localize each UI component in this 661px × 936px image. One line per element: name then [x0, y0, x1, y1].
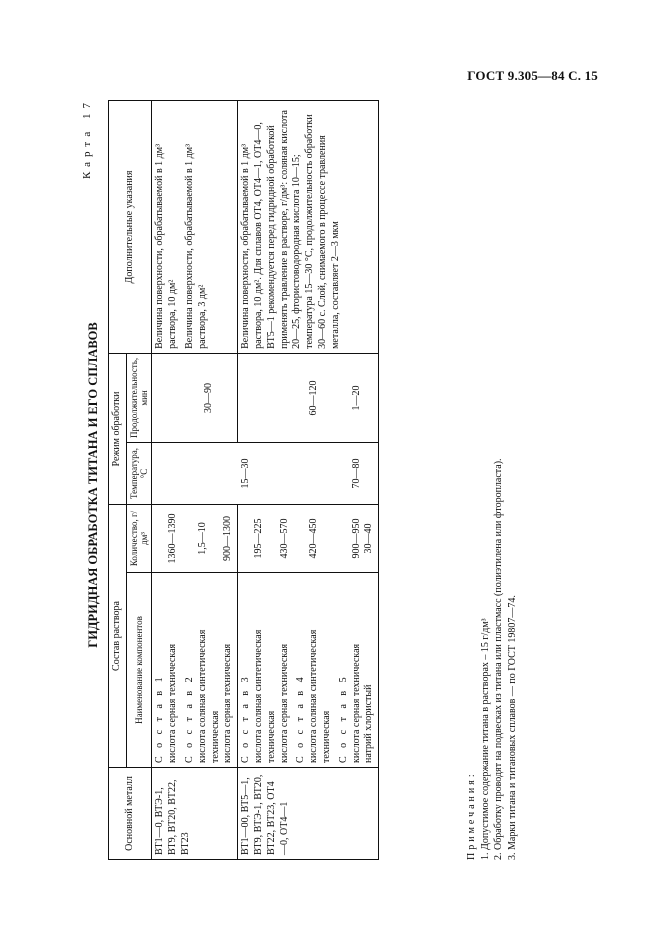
- notes-cell: Величина поверхности, обрабатываемой в 1 дм³ раствора, 10 дм²: [152, 101, 182, 354]
- duration-cell: 30—90: [182, 353, 238, 442]
- quantity-value: 1,5—10: [196, 522, 208, 555]
- quantity-cell: [152, 505, 182, 573]
- col-temperature: Температура, °С: [126, 443, 152, 505]
- duration-cell: 60—120: [293, 353, 335, 442]
- quantity-value: 900—1300: [222, 516, 234, 561]
- composition-name: С о с т а в 2: [184, 674, 196, 763]
- page-header: ГОСТ 9.305—84 С. 15: [467, 68, 598, 83]
- quantity-cell: [336, 505, 379, 573]
- duration-cell: [152, 353, 182, 442]
- quantity-cell: [238, 505, 294, 573]
- quantity-cell: [293, 505, 335, 573]
- component-name: кислота серная техническая: [222, 643, 234, 763]
- col-notes: Дополнительные указания: [109, 101, 152, 354]
- col-component-name: Наименование компонентов: [126, 573, 152, 768]
- composition-cell: [152, 573, 182, 768]
- notes-cell: Величина поверхности, обрабатываемой в 1 дм³ раствора, 3 дм²: [182, 101, 238, 354]
- col-duration: Продолжительность, мин: [126, 353, 152, 442]
- rotated-page: [80, 90, 640, 880]
- component-name: кислота соляная синтетическая техническая: [253, 629, 277, 763]
- component-name: кислота серная техническая: [167, 643, 179, 763]
- composition-cell: [238, 573, 294, 768]
- temperature-cell: [152, 443, 182, 505]
- duration-cell: 1—20: [336, 353, 379, 442]
- composition-name: С о с т а в 5: [337, 674, 349, 763]
- note-item: 1. Допустимое содержание титана в растворах – 15 г/дм³: [479, 618, 491, 860]
- col-solution: Состав раствора: [109, 505, 127, 768]
- composition-cell: [293, 573, 335, 768]
- composition-cell: [182, 573, 238, 768]
- quantity-value: 420—450: [308, 518, 320, 559]
- composition-name: С о с т а в 1: [154, 674, 166, 763]
- table-row: [182, 101, 238, 860]
- col-mode: Режим обработки: [109, 353, 127, 504]
- component-name: натрий хлористый: [363, 684, 375, 763]
- component-name: кислота соляная синтетическая техническая: [196, 629, 221, 763]
- base-metal-cell: ВТ1—00, ВТ5—1, ВТ9, ВТЭ-1, ВТ20, ВТ22, ВТ23, ОТ4—0, ОТ4—1: [238, 768, 379, 860]
- note-item: 2. Обработку проводят на подвесках из титана или пластмасс (полиэтилена или фторопласта).: [493, 458, 504, 860]
- composition-name: С о с т а в 3: [240, 674, 252, 763]
- col-base-metal: Основной металл: [109, 768, 152, 860]
- quantity-value: 30—40: [363, 523, 375, 554]
- note-item: 3. Марки титана и титановых сплавов — по ГОСТ 19807—74.: [506, 595, 518, 860]
- quantity-value: 1360—1390: [167, 513, 179, 564]
- component-name: кислота серная техническая: [278, 643, 290, 763]
- hydride-treatment-table: [108, 100, 379, 860]
- notes-heading: Примечания:: [466, 771, 477, 860]
- base-metal-cell: ВТ1—0, ВТЭ-1, ВТ9, ВТ20, ВТ22, ВТ23: [152, 768, 238, 860]
- temperature-cell: 70—80: [336, 443, 379, 505]
- table-row: [152, 101, 182, 860]
- temperature-cell: 15—30: [238, 443, 294, 505]
- component-name: кислота серная техническая: [350, 643, 362, 763]
- quantity-value: 195—225: [253, 518, 265, 559]
- composition-cell: [336, 573, 379, 768]
- notes-cell: Величина поверхности, обрабатываемой в 1 дм³ раствора, 10 дм². Для сплавов ОТ4, ОТ4—1, ОТ4—0, ВТ5—1 рекомендуется перед гидридной обработкой применять травление в растворе, г/дм³: соляная кислота 20—25, фтористоводородная кислота 10—15; температура 15—30 °С, продолжительность обработки 30—60 с. Слой, снимаемого в процессе травления металла, составляет 2—3 мкм: [238, 101, 379, 354]
- duration-cell: [238, 353, 294, 442]
- temperature-cell: [182, 443, 238, 505]
- quantity-value: 430—570: [278, 518, 290, 559]
- table-row: [238, 101, 294, 860]
- page-title: ГИДРИДНАЯ ОБРАБОТКА ТИТАНА И ЕГО СПЛАВОВ: [86, 322, 100, 648]
- quantity-cell: [182, 505, 238, 573]
- component-name: кислота соляная синтетическая техническая: [308, 629, 333, 763]
- temperature-cell: [293, 443, 335, 505]
- card-number: Карта 17: [81, 98, 93, 180]
- col-quantity: Количество, г/дм³: [126, 505, 152, 573]
- notes-block: [465, 458, 519, 860]
- quantity-value: 900—950: [350, 518, 362, 559]
- composition-name: С о с т а в 4: [295, 674, 307, 763]
